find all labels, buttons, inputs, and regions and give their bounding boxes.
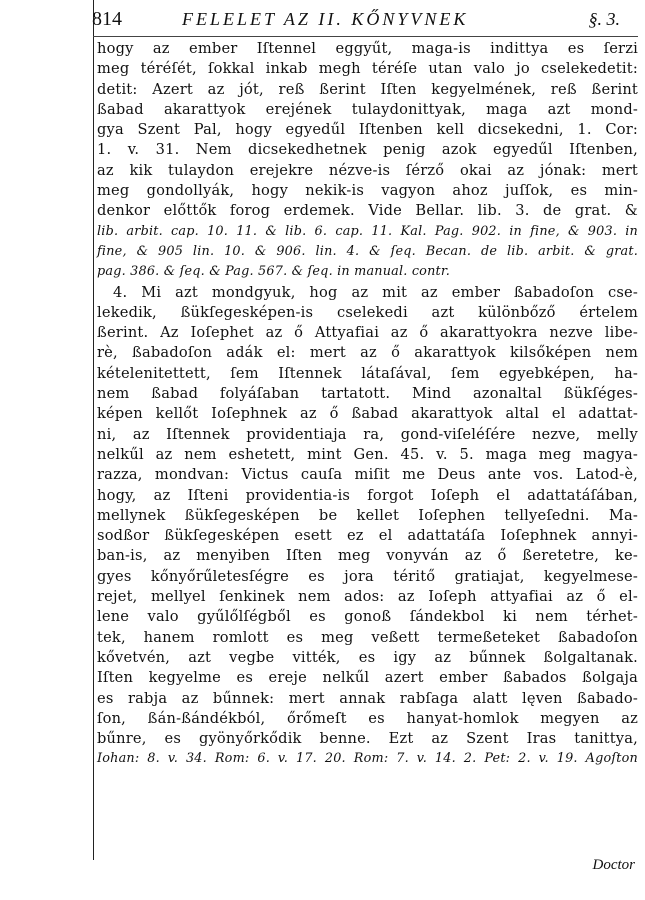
text-line: ßabad akarattyok erejének tulaydonittyak, maga azt mond- (97, 100, 638, 118)
page-number: 814 (92, 8, 122, 30)
text-line: az kik tulaydon erejekre nézve-is ſérző okai az jónak: mert (97, 161, 638, 179)
text-line: ſon, ßán-ßándékból, őrőmeſt es hanyat-homlok megyen az (97, 709, 638, 727)
text-line: Iohan: 8. v. 34. Rom: 6. v. 17. 20. Rom: 7. v. 14. 2. Pet: 2. v. 19. Agoſton (97, 751, 638, 767)
text-line: nelkűl az nem eshetett, mint Gen. 45. v. 5. maga meg magya- (97, 445, 638, 463)
text-line: pag. 386. & ſeq. & Pag. 567. & ſeq. in manual. contr. (97, 264, 451, 280)
text-line: mellynek ßükſegesképen be kellet Ioſephen tellyeſedni. Ma- (97, 506, 638, 524)
text-line: ni, az Iſtennek providentiaja ra, gond-viſeléſére nezve, melly (97, 425, 638, 443)
text-line: ban-is, az menyiben Iſten meg vonyván az ő ßeretetre, ke- (97, 547, 638, 565)
text-line: detit: Azert az jót, reß ßerint Iſten kegyelmének, reß ßerint (97, 80, 638, 98)
text-body (97, 39, 638, 770)
text-line: kételenitettett, ſem Iſtennek látaſával, ſem egyebképen, ha- (97, 364, 638, 382)
running-title: FELELET AZ II. KŐNYVNEK (182, 9, 469, 29)
text-line: hogy, az Iſteni providentia-is forgot Ioſeph el adattatáſában, (97, 486, 638, 504)
text-line: tek, hanem romlott es meg veßett termeßeteket ßabadoſon (97, 628, 638, 646)
text-line: razza, mondvan: Victus cauſa miſit me Deus ante vos. Latod-è, (97, 466, 638, 484)
text-line: hogy az ember Iſtennel eggyűt, maga-is indittya es ſerzi (97, 40, 638, 57)
text-line: képen kellőt Ioſephnek az ő ßabad akarattyok altal el adattat- (97, 405, 638, 423)
text-line: ßerint. Az Ioſephet az ő Attyafiai az ő akarattyokra nezve libe- (97, 324, 638, 342)
text-line: kővetvén, azt vegbe vitték, es igy az bűnnek ßolgaltanak. (97, 648, 638, 666)
section-mark: §. 3. (588, 9, 620, 29)
header-rule (93, 36, 638, 37)
catchword: Doctor (592, 857, 635, 873)
text-line: rejet, mellyel ſenkinek nem ados: az Ioſeph attyafiai az ő el- (97, 588, 638, 606)
text-line: lekedik, ßükſegesképen-is cselekedi azt különbőző értelem (97, 303, 638, 321)
text-line: lib. arbit. cap. 10. 11. & lib. 6. cap. 11. Kal. Pag. 902. in fine, & 903. in (97, 223, 638, 239)
text-line: gya Szent Pal, hogy egyedűl Iſtenben kell dicsekedni, 1. Cor: (97, 121, 638, 139)
text-line: Iſten kegyelme es ereje nelkűl azert ember ßabados ßolgaja (97, 669, 638, 687)
text-line: meg téréſét, ſokkal inkab megh téréſe utan valo jo cselekedetit: (97, 60, 638, 78)
text-line: fine, & 905 lin. 10. & 906. lin. 4. & ſeq. Becan. de lib. arbit. & grat. (97, 243, 638, 259)
page-header (90, 6, 638, 32)
text-line: denkor előttők forog erdemek. Vide Bellar. lib. 3. de grat. & (97, 202, 638, 220)
text-line: gyes kőnyőrűletesſégre es jora téritő gratiajat, kegyelmese- (97, 567, 638, 585)
text-line: rè, ßabadoſon adák el: mert az ő akarattyok kilsőképen nem (97, 344, 638, 362)
text-line: nem ßabad folyáſaban tartatott. Mind azonaltal ßükſéges- (97, 385, 638, 403)
text-line: es rabja az bűnnek: mert annak rabſaga alatt lęven ßabado- (97, 689, 638, 707)
text-line: meg gondollyák, hogy nekik-is vagyon ahoz juſſok, es min- (97, 182, 638, 200)
text-line: 1. v. 31. Nem dicsekedhetnek penig azok egyedűl Iſtenben, (97, 141, 638, 159)
text-line: 4. Mi azt mondgyuk, hog az mit az ember ßabadoſon cse- (113, 283, 638, 301)
text-line: sodßor ßükſegesképen esett ez el adattatáſa Ioſephnek annyi- (97, 527, 638, 545)
text-line: lene valo gyűlőlſégből es gonoß ſándekbol ki nem térhet- (97, 608, 638, 626)
left-margin-rule (93, 0, 94, 860)
text-line: bűnre, es gyönyőrkődik benne. Ezt az Szent Iras tanittya, (97, 730, 638, 748)
